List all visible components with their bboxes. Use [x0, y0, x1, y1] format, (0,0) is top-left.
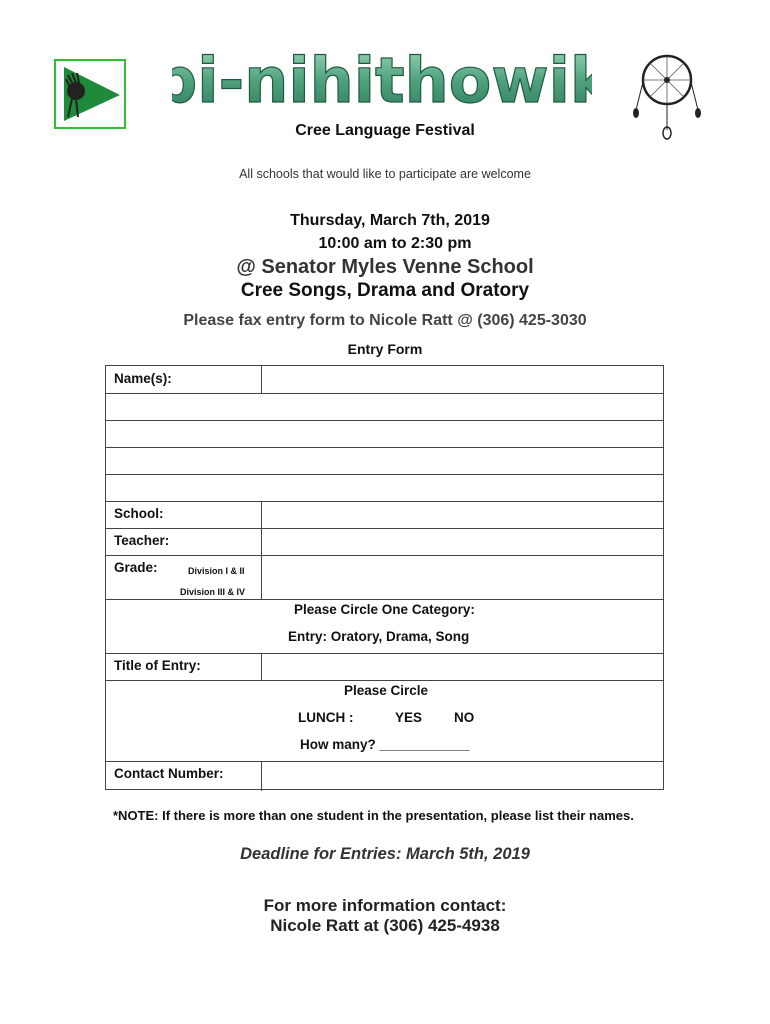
column-divider [261, 761, 262, 791]
row-divider [106, 599, 663, 600]
event-venue: @ Senator Myles Venne School [236, 256, 534, 278]
column-divider [261, 653, 262, 680]
school-logo [54, 59, 126, 129]
festival-title: Cree Language Festival [295, 122, 475, 139]
row-divider [106, 653, 663, 654]
note-text: *NOTE: If there is more than one student in the presentation, please list their names. [113, 808, 634, 823]
row-divider [106, 680, 663, 681]
lunch-yes-option: YES [395, 710, 423, 725]
svg-text:pi-nihithowik: pi-nihithowik [172, 44, 592, 117]
entry-form-table [105, 365, 664, 790]
grade-label: Grade: [114, 560, 158, 575]
event-time: 10:00 am to 2:30 pm [318, 235, 472, 252]
lunch-no-option: NO [454, 710, 475, 725]
row-divider [106, 501, 663, 502]
row-divider [106, 761, 663, 762]
row-divider [106, 420, 663, 421]
fax-instructions: Please fax entry form to Nicole Ratt @ (306) 425-3030 [183, 312, 587, 329]
names-label: Name(s): [114, 371, 172, 386]
title-of-entry-label: Title of Entry: [114, 658, 201, 673]
division-2-option: Division III & IV [180, 587, 246, 597]
row-divider [106, 474, 663, 475]
school-label: School: [114, 506, 164, 521]
welcome-text: All schools that would like to participate are welcome [239, 167, 531, 181]
lunch-label: LUNCH : [298, 710, 354, 725]
entry-form-heading: Entry Form [347, 341, 423, 357]
row-divider [106, 447, 663, 448]
title-word-art [172, 40, 592, 120]
column-divider [261, 501, 262, 599]
contact-info: Nicole Ratt at (306) 425-4938 [270, 916, 500, 935]
lunch-heading: Please Circle [344, 683, 429, 698]
deadline-text: Deadline for Entries: March 5th, 2019 [240, 845, 530, 863]
event-date: Thursday, March 7th, 2019 [290, 212, 490, 229]
row-divider [106, 393, 663, 394]
row-divider [106, 528, 663, 529]
row-divider [106, 555, 663, 556]
more-info-heading: For more information contact: [263, 896, 507, 915]
category-options: Entry: Oratory, Drama, Song [288, 629, 470, 644]
contact-number-label: Contact Number: [114, 766, 224, 781]
event-subtitle: Cree Songs, Drama and Oratory [240, 280, 530, 301]
how-many-field: How many? ____________ [300, 737, 470, 752]
division-1-option: Division I & II [188, 566, 245, 576]
column-divider [261, 366, 262, 393]
category-heading: Please Circle One Category: [294, 602, 475, 617]
teacher-label: Teacher: [114, 533, 170, 548]
